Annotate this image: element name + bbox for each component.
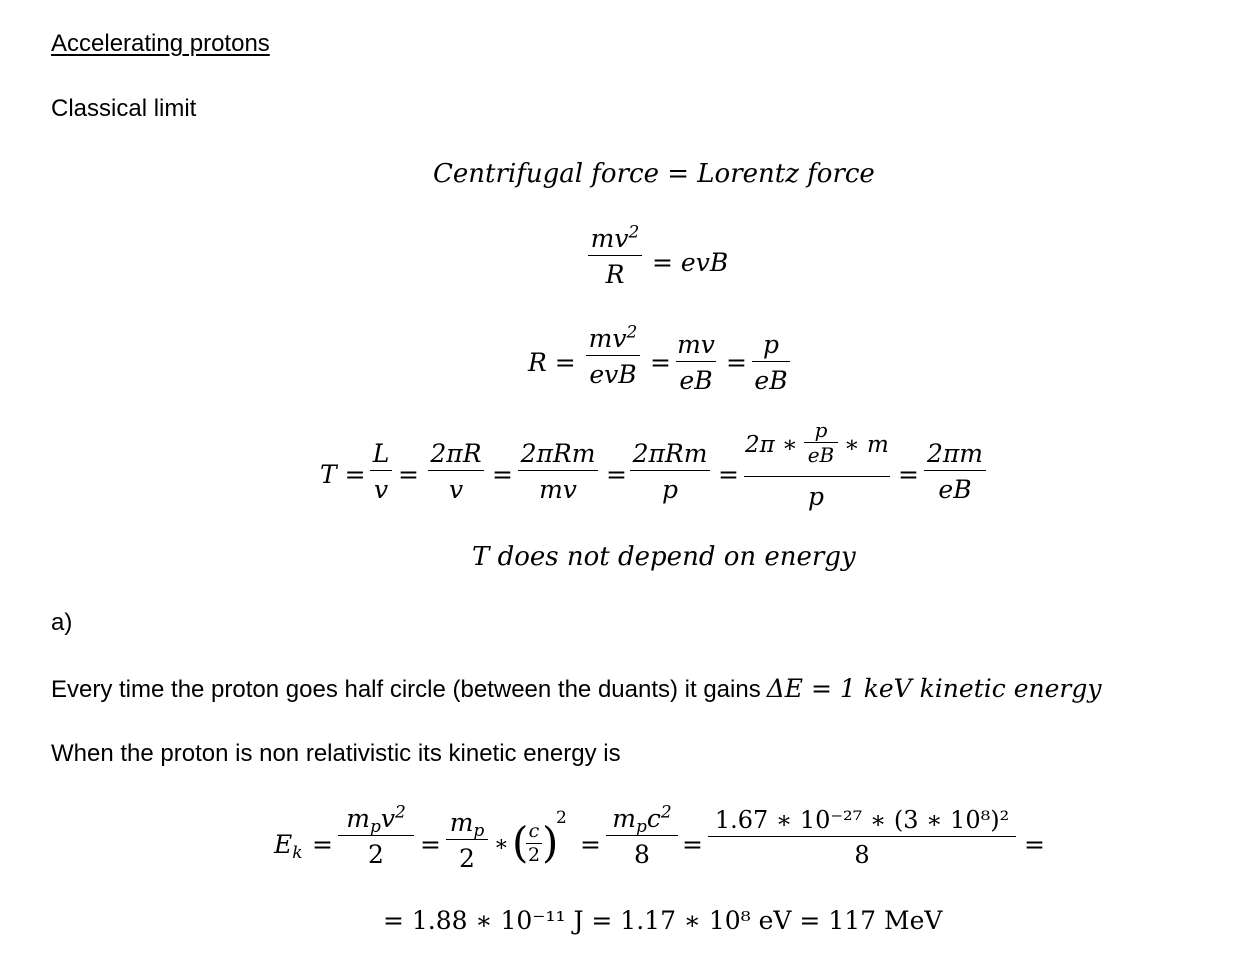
eq4-f3-den: 8 xyxy=(634,840,650,869)
result-line: = 1.88 ∗ 10⁻¹¹ J = 1.17 ∗ 10⁸ eV = 117 MeV xyxy=(383,906,943,935)
part-label: a) xyxy=(51,609,73,636)
equals-sign: = xyxy=(580,830,601,859)
eq3-f3-den: mv xyxy=(539,475,577,504)
eq3-f6-num: 2πm xyxy=(926,439,984,468)
sentence-energy-gain xyxy=(51,676,1101,702)
equals-sign: = xyxy=(898,460,919,489)
eq3-f5-inner-den: eB xyxy=(807,443,835,467)
eq4-paren-exp: 2 xyxy=(556,808,567,828)
multiply-sign: ∗ xyxy=(494,832,509,857)
eq2-f1-num: $mv^2$ xyxy=(588,322,638,353)
equals-sign: = xyxy=(650,348,671,377)
fraction-bar xyxy=(744,476,890,477)
eq3-f5-den: p xyxy=(808,482,825,511)
eq2-f1-den: evB xyxy=(589,360,637,389)
equals-sign: = xyxy=(718,460,739,489)
left-paren: ( xyxy=(512,818,529,867)
equals-sign: = xyxy=(398,460,419,489)
equals-sign: = xyxy=(492,460,513,489)
eq3-lhs: T = xyxy=(320,460,366,489)
eq3-f6-den: eB xyxy=(938,475,972,504)
eq3-f1-num: L xyxy=(372,439,390,468)
eq2-f3-den: eB xyxy=(754,366,788,395)
eq3-f5-num-left: 2π ∗ xyxy=(745,432,798,458)
force-equation: Centrifugal force = Lorentz force xyxy=(433,159,875,189)
equals-sign: = xyxy=(1024,830,1045,859)
equals-sign: = xyxy=(606,460,627,489)
right-paren: ) xyxy=(542,818,559,867)
eq4-f2-den: 2 xyxy=(459,844,475,873)
eq2-f2-den: eB xyxy=(679,366,713,395)
eq4-lhs: $E_k$ xyxy=(274,830,303,864)
fraction-bar xyxy=(588,255,642,256)
eq3-f4-num: 2πRm xyxy=(632,439,708,468)
eq3-f2-den: v xyxy=(448,475,464,504)
sentence-energy-gain-math: ΔE = 1 keV kinetic energy xyxy=(766,674,1102,703)
sentence-kinetic: When the proton is non relativistic its kinetic energy is xyxy=(51,740,621,767)
equals-sign: = xyxy=(726,348,747,377)
eq2-lhs: R = xyxy=(528,348,576,377)
heading: Accelerating protons xyxy=(51,30,270,57)
eq2-f2-num: mv xyxy=(677,330,715,359)
eq4-f3-num: $m_pc^2$ xyxy=(612,802,672,838)
eq3-f1-den: v xyxy=(373,475,389,504)
eq1-rhs: = evB xyxy=(652,248,729,277)
eq4-paren-den: 2 xyxy=(527,844,541,866)
eq3-f5-inner-num: p xyxy=(814,418,828,442)
eq3-f5-num-right: ∗ m xyxy=(844,432,889,458)
equals-sign: = xyxy=(420,830,441,859)
eq4-paren-num: c xyxy=(528,820,540,842)
equals-sign: = xyxy=(312,830,333,859)
eq4-f2-num: $m_p$ xyxy=(449,808,485,842)
subheading: Classical limit xyxy=(51,95,197,122)
eq2-f3-num: p xyxy=(762,330,779,359)
eq3-f4-den: p xyxy=(661,475,678,504)
eq3-f3-num: 2πRm xyxy=(520,439,596,468)
eq1-numerator: $mv^2$ xyxy=(590,222,640,253)
eq3-f2-num: 2πR xyxy=(430,439,482,468)
equals-sign: = xyxy=(682,830,703,859)
conclusion-text: T does not depend on energy xyxy=(472,542,856,572)
eq4-f1-den: 2 xyxy=(368,840,384,869)
sentence-energy-gain-text: Every time the proton goes half circle (between the duants) it gains xyxy=(51,676,761,703)
eq4-f1-num: $m_pv^2$ xyxy=(346,802,406,838)
eq4-f4-den: 8 xyxy=(854,841,870,869)
eq1-denominator: R xyxy=(605,260,625,289)
eq4-f4-num: 1.67 ∗ 10⁻²⁷ ∗ (3 ∗ 10⁸)² xyxy=(714,806,1010,834)
